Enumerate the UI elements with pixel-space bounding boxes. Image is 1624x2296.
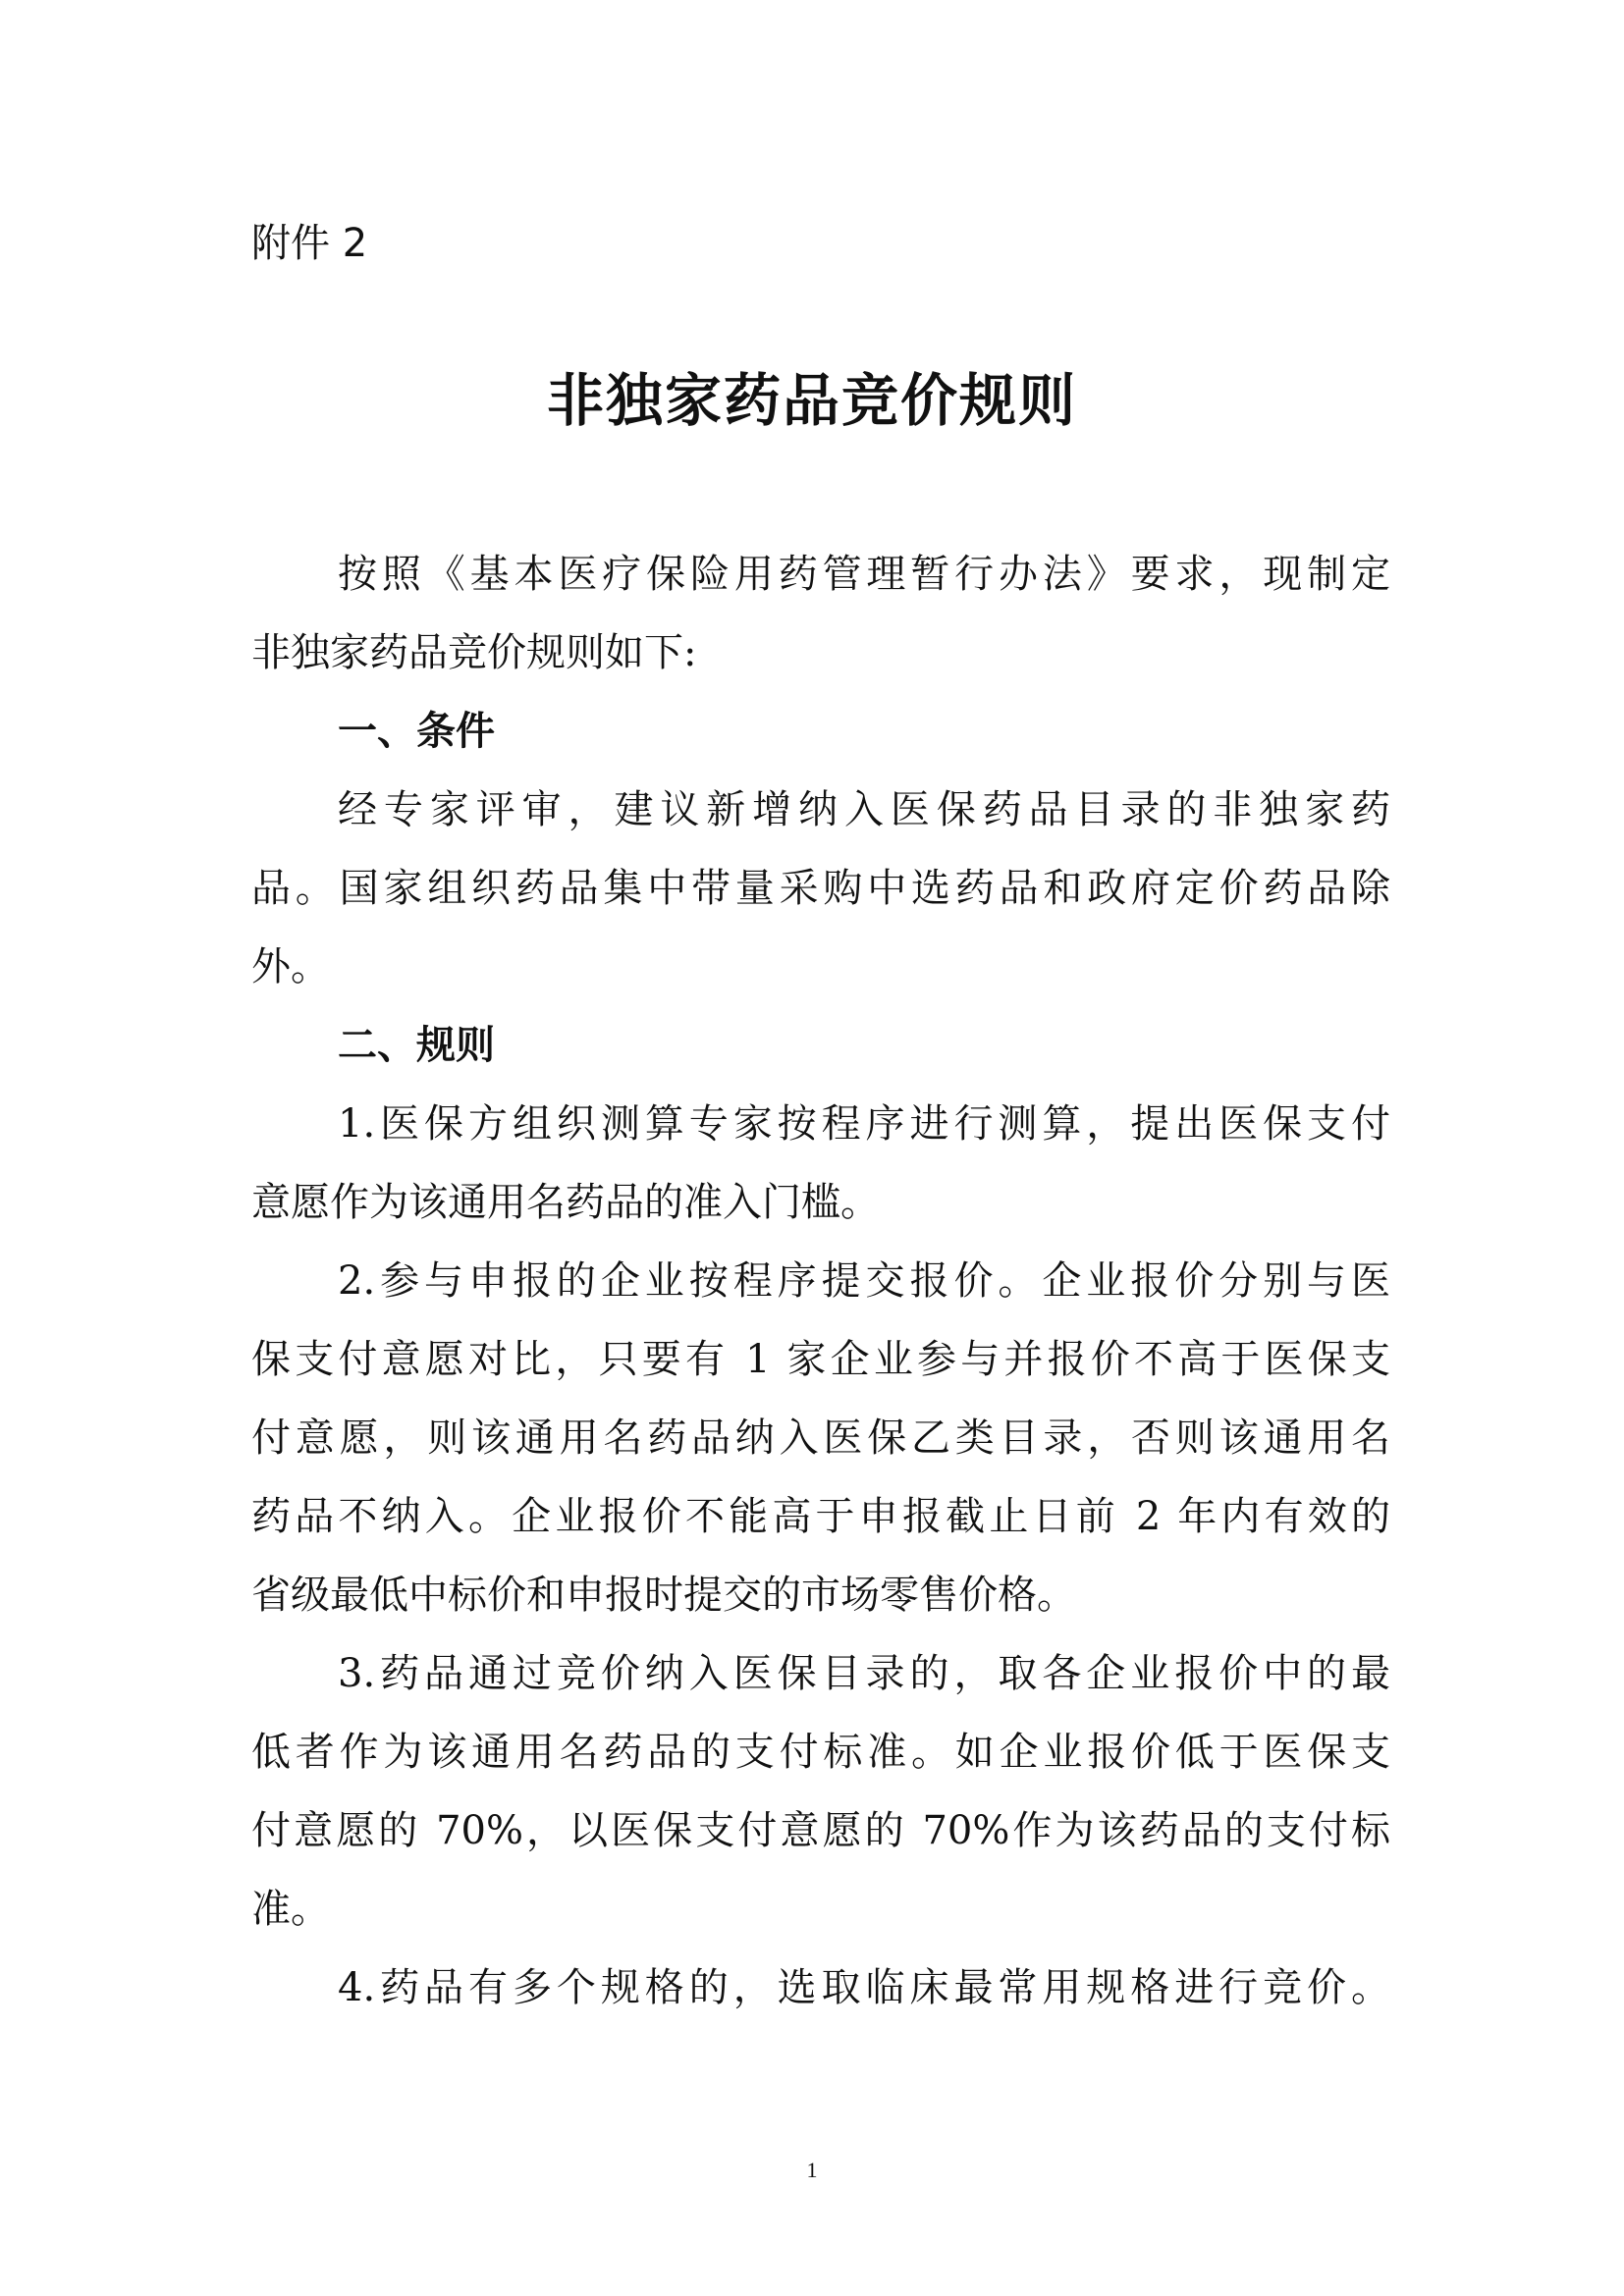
paragraph-line: 意愿作为该通用名药品的准入门槛。 — [251, 1180, 880, 1225]
paragraph-line: 2.参与申报的企业按程序提交报价。企业报价分别与医 — [338, 1258, 1390, 1304]
paragraph-line: 药品不纳入。企业报价不能高于申报截止日前 2 年内有效的 — [251, 1494, 1390, 1539]
document-title: 非独家药品竞价规则 — [546, 367, 1077, 434]
intro-line: 非独家药品竞价规则如下: — [251, 630, 697, 675]
paragraph-line: 省级最低中标价和申报时提交的市场零售价格。 — [251, 1573, 1076, 1618]
paragraph-line: 3.药品通过竞价纳入医保目录的，取各企业报价中的最 — [338, 1651, 1390, 1696]
paragraph-line: 外。 — [251, 944, 330, 989]
section-heading-conditions: 一、条件 — [338, 709, 495, 754]
paragraph-line: 准。 — [251, 1887, 330, 1932]
paragraph-line: 1.医保方组织测算专家按程序进行测算，提出医保支付 — [338, 1101, 1390, 1147]
section-heading-rules: 二、规则 — [338, 1023, 495, 1068]
paragraph-line: 低者作为该通用名药品的支付标准。如企业报价低于医保支 — [251, 1730, 1390, 1775]
paragraph-line: 付意愿，则该通用名药品纳入医保乙类目录，否则该通用名 — [251, 1415, 1390, 1461]
document-body — [251, 535, 1390, 2027]
paragraph-line: 付意愿的 70%，以医保支付意愿的 70%作为该药品的支付标 — [251, 1808, 1390, 1853]
paragraph-line: 保支付意愿对比，只要有 1 家企业参与并报价不高于医保支 — [251, 1337, 1390, 1382]
paragraph-line: 4.药品有多个规格的，选取临床最常用规格进行竞价。 — [338, 1965, 1390, 2010]
paragraph-line: 品。国家组织药品集中带量采购中选药品和政府定价药品除 — [251, 866, 1390, 911]
intro-line: 按照《基本医疗保险用药管理暂行办法》要求，现制定 — [338, 552, 1390, 597]
page-number: 1 — [806, 2158, 818, 2182]
paragraph-line: 经专家评审，建议新增纳入医保药品目录的非独家药 — [338, 787, 1390, 832]
attachment-label: 附件 2 — [251, 221, 368, 266]
